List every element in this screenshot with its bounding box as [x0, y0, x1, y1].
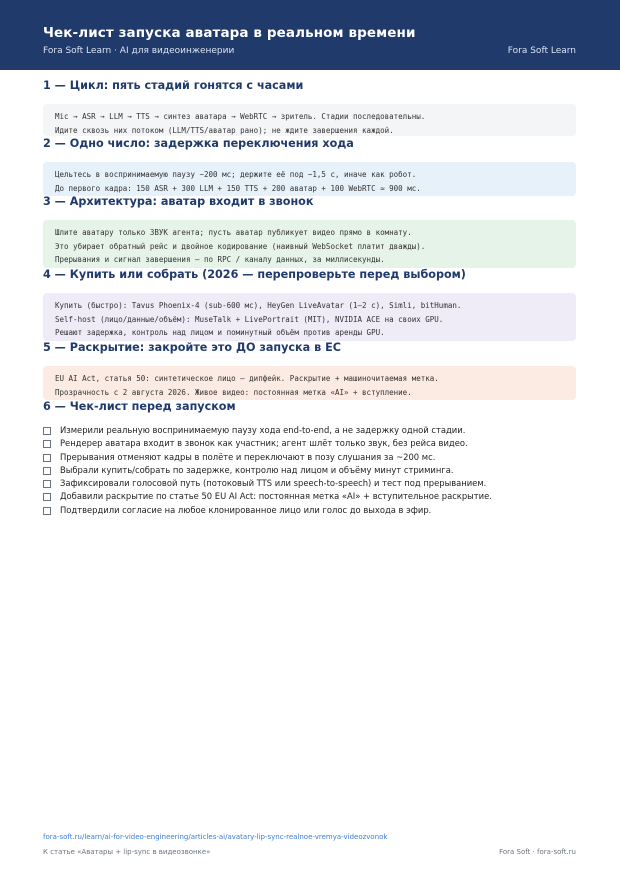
checklist-item-label: Подтвердили согласие на любое клонированное лицо или голос до выхода в эфир. — [60, 504, 432, 515]
checklist-item-label: Выбрали купить/собрать по задержке, контролю над лицом и объёму минут стриминга. — [60, 464, 454, 475]
checklist-item — [43, 504, 583, 517]
checklist-item — [43, 464, 583, 477]
checklist-item-label: Прерывания отменяют кадры в полёте и переключают в позу слушания за ~200 мс. — [60, 451, 436, 462]
section-1-heading: 1 — Цикл: пять стадий гонятся с часами — [43, 79, 304, 92]
section-5-line: EU AI Act, статья 50: синтетическое лицо — дипфейк. Раскрытие + машиночитаемая метка. — [55, 374, 439, 383]
checkbox[interactable] — [43, 427, 51, 435]
section-1-line: Идите сквозь них потоком (LLM/TTS/аватар рано); не ждите завершения каждой. — [55, 125, 394, 135]
checklist-item — [43, 451, 583, 464]
checkbox[interactable] — [43, 467, 51, 475]
checklist-item-label: Рендерер аватара входит в звонок как участник; агент шлёт только звук, без рейса видео. — [60, 438, 468, 449]
footer-brand: Fora Soft · fora-soft.ru — [499, 848, 576, 856]
section-1-box — [43, 104, 576, 136]
page-header — [0, 0, 620, 70]
prelaunch-checklist — [43, 424, 583, 517]
checklist-item — [43, 424, 583, 437]
section-2-box — [43, 162, 576, 196]
checkbox[interactable] — [43, 454, 51, 462]
article-link[interactable]: fora-soft.ru/learn/ai-for-video-engineering/articles-ai/avatary-lip-sync-realnoe-vremya-videozvonok — [43, 833, 388, 841]
page-title: Чек-лист запуска аватара в реальном времени — [43, 25, 416, 41]
checkbox[interactable] — [43, 440, 51, 448]
checklist-item — [43, 490, 583, 503]
section-5-line: Прозрачность с 2 августа 2026. Живое видео: постоянная метка «AI» + вступление. — [55, 387, 412, 397]
section-3-box — [43, 220, 576, 268]
checkbox[interactable] — [43, 507, 51, 515]
checklist-item-label: Зафиксировали голосовой путь (потоковый TTS или speech-to-speech) и тест под прерыванием. — [60, 478, 487, 489]
section-3-line: Шлите аватару только ЗВУК агента; пусть аватар публикует видео прямо в комнату. — [55, 228, 412, 237]
section-4-line: Self-host (лицо/данные/объём): MuseTalk + LivePortrait (MIT), NVIDIA ACE на своих GPU. — [55, 314, 444, 324]
checklist-item-label: Измерили реальную воспринимаемую паузу хода end-to-end, а не задержку одной стадии. — [60, 425, 466, 435]
section-2-line: Цельтесь в воспринимаемую паузу ~200 мс; держите её под ~1,5 с, иначе как робот. — [55, 170, 417, 179]
checkbox[interactable] — [43, 480, 51, 488]
checklist-item — [43, 477, 583, 490]
header-brand: Fora Soft Learn — [507, 46, 576, 56]
section-4-line: Решают задержка, контроль над лицом и поминутный объём против аренды GPU. — [55, 328, 385, 337]
footer-article-ref: К статье «Аватары + lip-sync в видеозвонке» — [43, 848, 211, 856]
checklist-item — [43, 437, 583, 450]
checkbox[interactable] — [43, 493, 51, 501]
section-5-box — [43, 366, 576, 400]
section-3-line: Это убирает обратный рейс и двойное кодирование (наивный WebSocket платит дважды). — [55, 241, 426, 251]
section-4-line: Купить (быстро): Tavus Phoenix-4 (sub-600 мс), HeyGen LiveAvatar (1–2 с), Simli, bitHuman. — [55, 301, 462, 310]
checklist-item-label: Добавили раскрытие по статье 50 EU AI Act: постоянная метка «AI» + вступительное раскрытие. — [60, 491, 492, 502]
section-3-heading: 3 — Архитектура: аватар входит в звонок — [43, 195, 314, 208]
section-4-box — [43, 293, 576, 341]
section-5-heading: 5 — Раскрытие: закройте это ДО запуска в ЕС — [43, 341, 341, 354]
section-4-heading: 4 — Купить или собрать (2026 — перепроверьте перед выбором) — [43, 268, 466, 281]
page-subtitle: Fora Soft Learn · AI для видеоинженерии — [43, 46, 235, 56]
section-1-line: Mic → ASR → LLM → TTS → синтез аватара → WebRTC → зритель. Стадии последовательны. — [55, 112, 426, 121]
section-2-heading: 2 — Одно число: задержка переключения хода — [43, 137, 354, 150]
section-3-line: Прерывания и сигнал завершения — по RPC / каналу данных, за миллисекунды. — [55, 255, 385, 264]
section-6-heading: 6 — Чек-лист перед запуском — [43, 400, 236, 413]
section-2-line: До первого кадра: 150 ASR + 300 LLM + 150 TTS + 200 аватар + 100 WebRTC ≈ 900 мс. — [55, 183, 421, 193]
